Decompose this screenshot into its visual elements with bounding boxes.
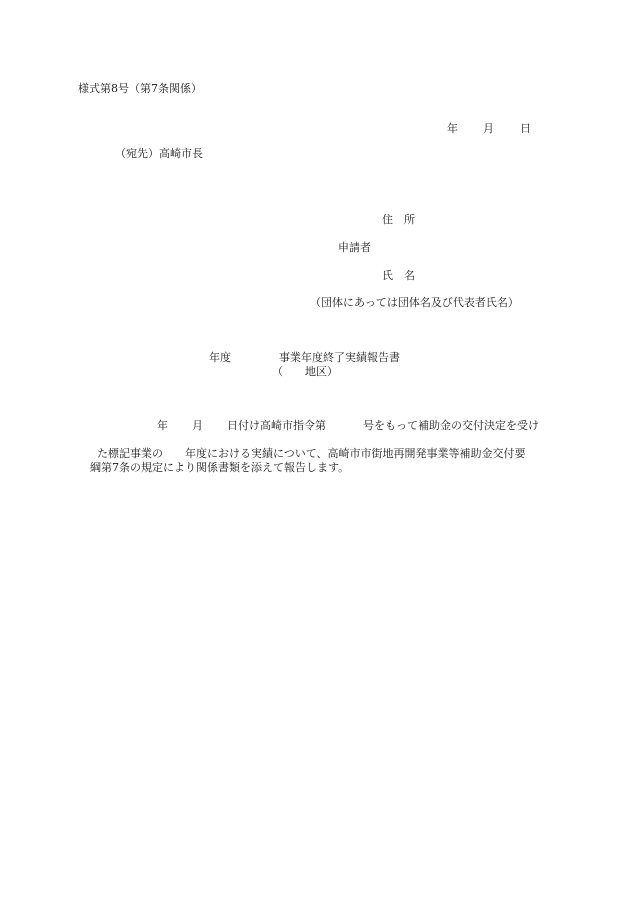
district-label: （ 地区） bbox=[272, 365, 338, 378]
body-line-1 bbox=[150, 405, 539, 433]
report-title: 事業年度終了実績報告書 bbox=[279, 351, 400, 364]
date-month: 月 bbox=[483, 122, 494, 135]
body-line-3: 綱第7条の規定により関係書類を添えて報告します。 bbox=[90, 461, 350, 474]
fiscal-year-label: 年度 bbox=[209, 351, 231, 364]
body-project-text: た標記事業の bbox=[97, 447, 163, 460]
applicant-label: 申請者 bbox=[338, 241, 371, 254]
date-line bbox=[440, 108, 531, 136]
body-year: 年 bbox=[157, 419, 168, 432]
body-decision-text: 号をもって補助金の交付決定を受け bbox=[363, 419, 539, 432]
date-day: 日 bbox=[520, 122, 531, 135]
address-label: 住 所 bbox=[382, 213, 415, 226]
body-month: 月 bbox=[192, 419, 203, 432]
group-note: （団体にあっては団体名及び代表者氏名） bbox=[310, 296, 519, 309]
report-title-line bbox=[202, 337, 400, 365]
date-year: 年 bbox=[447, 122, 458, 135]
addressee: （宛先）高崎市長 bbox=[115, 147, 203, 160]
body-dated-prefix: 日付け高崎市指令第 bbox=[227, 419, 326, 432]
body-result-text: 年度における実績について、高崎市市街地再開発事業等補助金交付要 bbox=[185, 447, 526, 460]
name-label: 氏 名 bbox=[382, 269, 415, 282]
form-header: 様式第8号（第7条関係） bbox=[78, 82, 202, 95]
body-line-2 bbox=[90, 433, 526, 461]
